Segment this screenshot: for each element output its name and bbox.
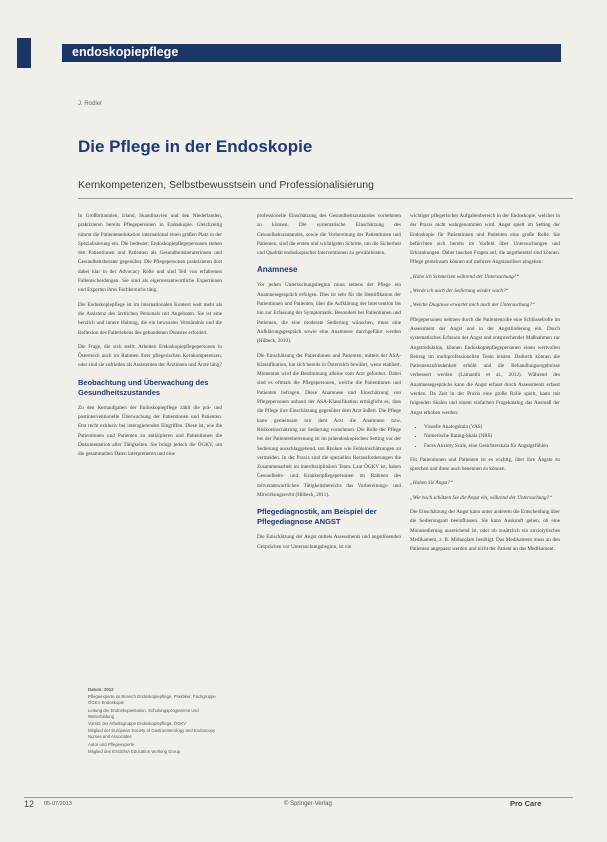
title-divider (78, 198, 573, 199)
text-column-3 (410, 212, 560, 560)
infobox-line: Vorsitz der Arbeitsgruppe Endoskopiepflege, ÖGKV (88, 721, 187, 727)
quote-line: „Welche Diagnose erwartet mich nach der Untersuchung?“ (410, 302, 535, 309)
infobox-line: Leitung der Endoskopiestation, Schulungsprogramme und Weiterbildung (88, 707, 199, 719)
quote-line: „Werde ich auch der Sedierung wieder wach?“ (410, 288, 509, 295)
issue-date: 05-07/2013 (44, 801, 72, 807)
body-paragraph: Pflegepersonen nehmen durch die Patientenrolle eine Schlüsselrolle im Assessment der Angst und in der Angstlinderung ein. Durch systematisches Erfassen der Angst und entsprechender Maßnahmen zur Angstreduktion, können Endoskopiepflegepersonen einen wertvollen Beitrag im multiprofessionellen Team leisten. Dadurch können die Patientenzufriedenheit erhöht und die Behandlungsergebnisse verbessert werden (Lamanthi et al., 2012). Während des Anamnesegesprächs kann die Angst erfasst durch Assessments erfasst werden. Da Zeit in der Praxis eine große Rolle spielt, kann mit folgenden Skalen und einem einfachen Fragekatalog das Ausmaß der Angst erhoben werden: (410, 316, 560, 416)
quote-line: „Haben Sie Angst?“ (410, 480, 453, 487)
section-banner (62, 44, 561, 62)
body-paragraph: Die Endoskopiepflege ist im internationalen Kontext weit mehr als die Assistenz des ärztlichen Personals mit Angeboten. Sie ist eine herzlich und innere Haltung, die ein bewusstes Verständnis und die Reflexion des Fallerlebens des gebundenen Dienstes erfordert. (78, 301, 222, 336)
article-author: J. Rodler (78, 101, 103, 107)
section-heading: Beobachtung und Überwachung des Gesundheitszustandes (78, 377, 209, 397)
body-paragraph: Die Einschätzung der Angst mittels Assessments und angstlösenden Gesprächen vor Untersuchungsbeginn, ist ein (257, 534, 401, 550)
body-paragraph: Für Patientinnen und Patienten ist es wichtig, über ihre Ängste zu sprechen und diese auch benennen zu können. (410, 456, 560, 473)
magazine-name: Pro Care (510, 799, 542, 808)
section-label: endoskopiepflege (72, 45, 179, 59)
footer-divider (24, 797, 573, 798)
body-paragraph: In Großbritannien, Irland, Skandinavien und den Niederlanden, praktizieren bereits Pflegepersonen in Endoskopie. Gleichzeitig nimmt die Patientenedukation international einen großen Platz in der Spezialisierung ein. Die bedeutet: Endoskopiepflegepersonen stehen den Patientinnen und Patienten als Gesundheitsberaterinnen und Gesundheitsberater gegenüber. Die Pflegepersonen praktizieren dort dabei klar in der Advocacy Rolle und sind Teil von erfahrenen Fallentscheidungen. Sie sind als eigenverantwortliche Expertinnen und Experten ihres Fachbereichs tätig. (78, 213, 222, 294)
body-paragraph: Vor jedem Untersuchungsbeginn muss seitens der Pflege ein Anamnesegespräch erfolgen. Dies ist sehr für die Identifikation der Patientinnen und Patienten, über die Aufklärung der Intervention bis hin zur Erfassung der Symptomatik. Besonders bei Patientinnen und Patienten, die eine moderate Sedierung wünschen, muss eine Aufklärungsgespräch sowie eine Anamnese durchgeführt werden (Hilbeck, 2010). (257, 282, 401, 345)
body-paragraph: Zu den Kernaufgaben der Endoskopiepflege zählt die prä- und postinterventionelle Überwachung der Patientinnen und Patienten. Erst recht exklusiv bei interagierenden Eingriffen. Diese ist, wie die Patientinnen und Patienten zu antizipieren und Patientinnen die Dokumentation aller Tätigkeiten. Sie bringt jedoch die ÖGKV, um die gesammelten Daten interpretieren und eine (78, 404, 222, 458)
body-paragraph: Die Frage, die sich stellt: Arbeiten Endoskopiepflegepersonen in Österreich auch im Rahmen ihrer pflegerischen Kernkompetenzen, oder sind sie zufrieden als Assistenten der Ärztinnen und Ärzte tätig? (78, 343, 222, 369)
section-heading: Pflegediagnostik, am Beispiel der Pflegediagnose ANGST (257, 507, 377, 527)
text-column-1 (78, 212, 222, 465)
section-heading: Anamnese (257, 265, 298, 275)
infobox-line: Pflegeexperte im Bereich Endoskopiepflege, Praktiker, Fachgruppe ÖGKV Endoskopie (88, 694, 216, 706)
article-title: Die Pflege in der Endoskopie (78, 137, 313, 156)
section-marker (17, 38, 31, 68)
list-item: • Numerische Rating-Skala (NRS) (424, 432, 560, 441)
infobox-line: Mitglied der European Society of Gastroenterology and Endoscopy Nurses and Associates (88, 728, 216, 740)
quote-line: „Wie hoch schätzen Sie die Angst ein, während der Untersuchung?“ (410, 494, 553, 501)
page-number: 12 (24, 799, 35, 809)
body-paragraph: professionelle Einschätzung des Gesundheitszustandes vornehmen zu können. Die systematische Einschätzung des Gesundheitszustandes, sowie die Vorbereitung der Patientinnen und Patienten, sind die ersten und wichtigsten Schritte, um die Sicherheit und Qualität endoskopischer Interventionen zu gewährleisten. (257, 213, 401, 257)
article-subtitle: Kernkompetenzen, Selbstbewusstsein und Professionalisierung (78, 179, 374, 191)
infobox-line: Mitglied des ESGENA Education Working Group (88, 748, 181, 754)
body-paragraph: Die Einschätzung der Angst kann unter anderem die Entscheidung über die Sedierungsart beeinflussen. Sie kann Auskunft geben, ob eine Monosedierung ausreichend ist, oder ob zusätzlich ein anxiolytisches Medikament, z. B. Midazolam benötigt. Das Medikament muss an den Patienten angepasst werden und nicht der Patient an das Medikament. (410, 509, 560, 553)
body-paragraph: Die Einschätzung der Patientinnen und Patienten, mittels der ASA-Klassifikation, hat sich bereits in Österreich bewährt, wenn etabliert. Momentan wird die Bestimmung alleine vom Arzt gefordert. Dabei sind es oftmals die Pflegepersonen, welche die Patientinnen und Patienten befragen. Diese Anamnese und Einschätzung von Pflegepersonen anhand der ASA-Klassifikation ermöglicht es, dass die Pflege ihre Einschätzung gegenüber dem Arzt äußert. Die Pflege kann gemeinsam mit dem Arzt die Anamnese bzw. Risikoeinschätzung zur Sedierung vornehmen. Die Rolle der Pflege bei der Patientenbetreuung ist im präendoskopischen Setting vor der Sedierung ausschlaggebend, um Risiken wie Fehleinschätzungen zu vermeiden. In der Praxis sind die speziellen Herausforderungen die Zusammenarbeit im interdisziplinären Team. Laut ÖGKV ist, haben Gesundheits- und Krankenpflegepersonen im Rahmen des mitverantwortlichen Tätigkeitsbereichs das Vorbereitungs- und Mitwirkungsrecht (Hilbeck, 2011). (257, 352, 401, 499)
body-paragraph: wichtiger pflegerischer Aufgabenbereich in der Endoskopie, welcher in der Praxis nicht wahrgenommen wird. Angst spielt im Setting der Endoskopie für Patientinnen und Patienten eine große Rolle. Sie befürchten sich bereits im Vorfeld über Untersuchungen und Erkrankungen. Daher tauchen Fragen auf, die angstbesetzt sind können. Pflege gemeinsam können auf mehrere Angstauslöser eingehen: (410, 213, 560, 266)
infobox-line: Datum: 2012 (88, 687, 114, 692)
infobox-line: Autor und Pflegeexperte (88, 741, 135, 747)
publisher: © Springer-Verlag (284, 801, 332, 807)
list-item: • Faces Anxiety Scale, eine Gesichterskala für Angstgefühlen (424, 442, 560, 451)
list-item: • Visuelle Analogskala (VAS) (424, 423, 560, 432)
text-column-2 (257, 212, 401, 557)
quote-line: „Habe ich Schmerzen während der Untersuchung?“ (410, 273, 520, 280)
author-infobox (88, 687, 216, 756)
scale-list (410, 423, 560, 451)
